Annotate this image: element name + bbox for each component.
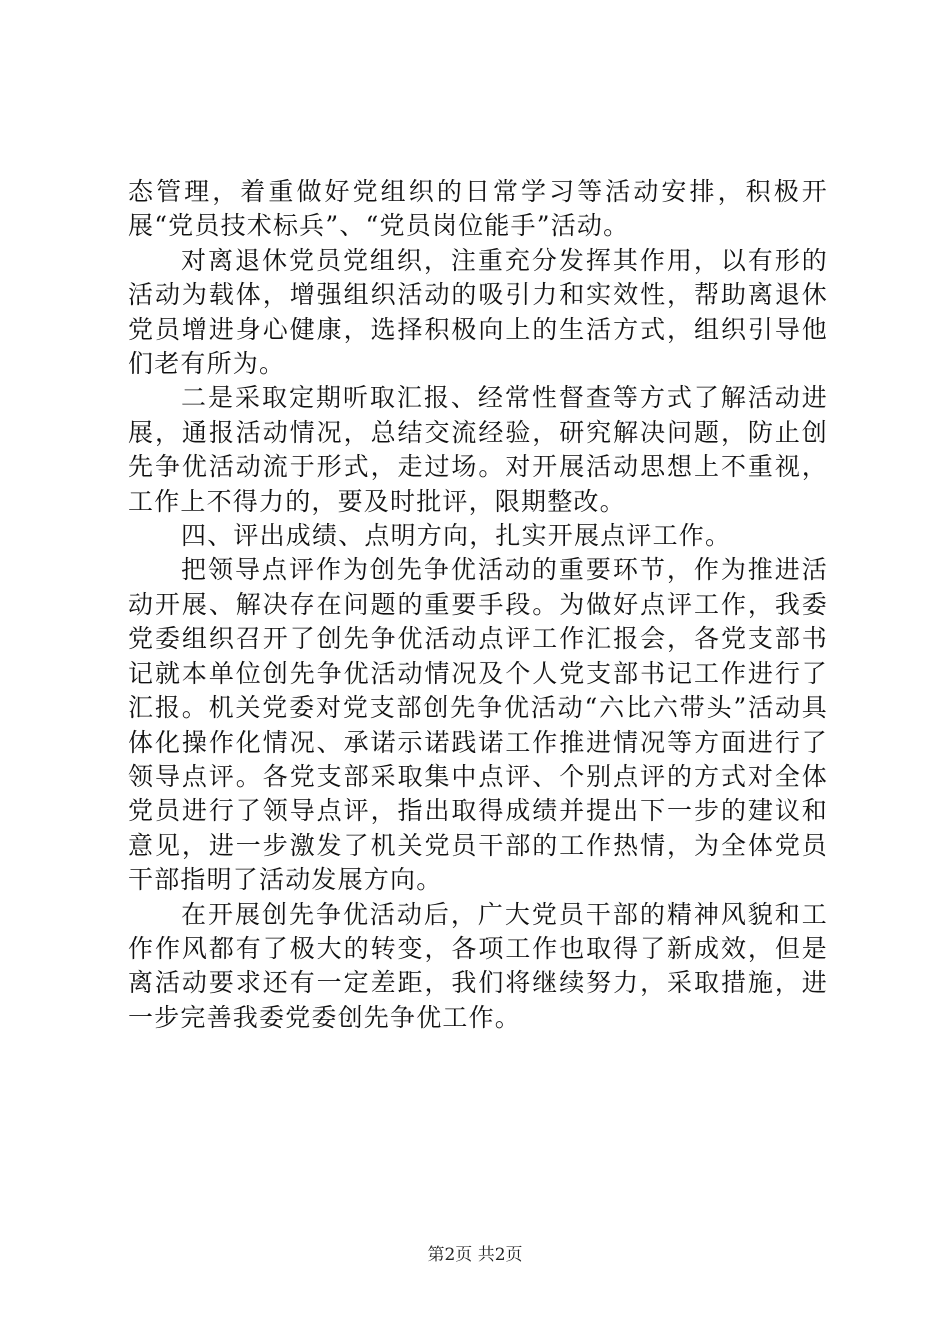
paragraph-conclusion: 在开展创先争优活动后，广大党员干部的精神风貌和工作作风都有了极大的转变，各项工作也取得了新成效，但是离活动要求还有一定差距，我们将继续努力，采取措施，进一步完善我委党委创先争优工作。 [128, 899, 828, 1032]
paragraph-continuation: 态管理，着重做好党组织的日常学习等活动安排，积极开展“党员技术标兵”、“党员岗位能手”活动。 [128, 177, 828, 241]
page-footer: 第2页 共2页 [427, 1245, 523, 1265]
paragraph-retired-members: 对离退休党员党组织，注重充分发挥其作用，以有形的活动为载体，增强组织活动的吸引力和实效性，帮助离退休党员增进身心健康，选择积极向上的生活方式，组织引导他们老有所为。 [128, 245, 828, 379]
paragraph-supervision: 二是采取定期听取汇报、经常性督查等方式了解活动进展，通报活动情况，总结交流经验，研究解决问题，防止创先争优活动流于形式，走过场。对开展活动思想上不重视，工作上不得力的，要及时批评，限期整改。 [128, 383, 828, 516]
paragraph-leadership-review: 把领导点评作为创先争优活动的重要环节，作为推进活动开展、解决存在问题的重要手段。为做好点评工作，我委党委组织召开了创先争优活动点评工作汇报会，各党支部书记就本单位创先争优活动情况及个人党支部书记工作进行了汇报。机关党委对党支部创先争优活动“六比六带头”活动具体化操作化情况、承诺示诺践诺工作推进情况等方面进行了领导点评。各党支部采取集中点评、个别点评的方式对全体党员进行了领导点评，指出取得成绩并提出下一步的建议和意见，进一步激发了机关党员干部的工作热情，为全体党员干部指明了活动发展方向。 [128, 555, 828, 895]
document-body [128, 175, 828, 1035]
section-heading-four: 四、评出成绩、点明方向，扎实开展点评工作。 [181, 521, 732, 551]
